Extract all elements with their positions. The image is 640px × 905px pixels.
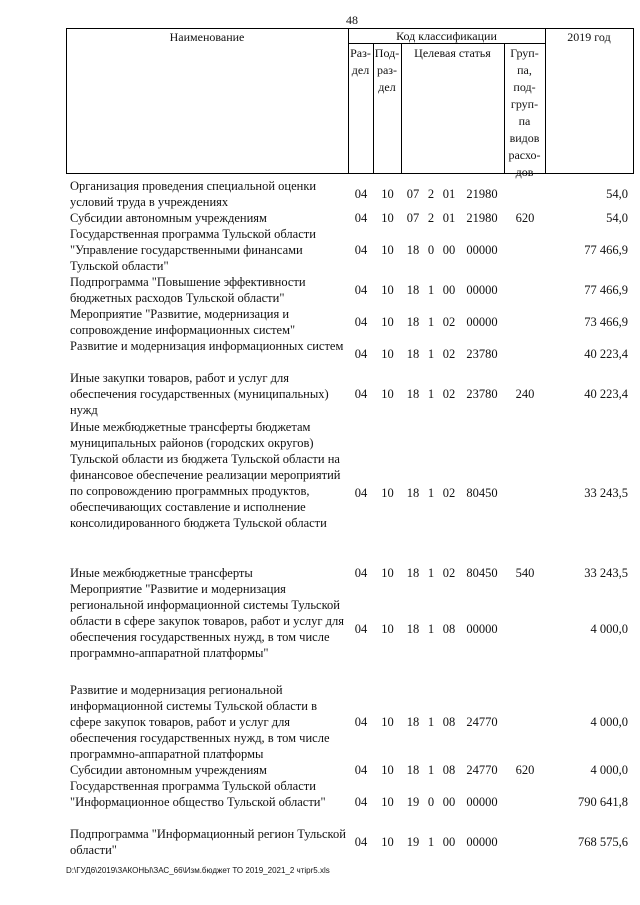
row-cs3: 00 [442, 835, 456, 849]
row-cs2: 1 [427, 315, 435, 329]
row-podrazdel: 10 [381, 566, 394, 580]
table-row [66, 778, 634, 810]
row-cs4: 00000 [466, 835, 498, 849]
row-cs4: 24770 [466, 715, 498, 729]
row-name: Иные закупки товаров, работ и услуг для обеспечения государственных (муниципальных) нужд [70, 371, 329, 417]
row-razdel: 04 [354, 486, 368, 500]
row-group: 620 [515, 211, 535, 225]
row-name: Мероприятие "Развитие и модернизация региональной информационной системы Тульской области в сфере закупок товаров, работ и услуг для обеспечения государственных нужд, в том числе программно-аппаратной платформы" [70, 582, 344, 660]
header-divider-podrazdel [401, 43, 402, 174]
table-row [66, 274, 634, 306]
row-amount: 54,0 [606, 187, 628, 201]
row-podrazdel: 10 [381, 835, 394, 849]
row-cs3: 02 [442, 347, 456, 361]
row-cs3: 02 [442, 486, 456, 500]
row-cs3: 00 [442, 283, 456, 297]
row-amount: 790 641,8 [578, 795, 628, 809]
table-row [66, 226, 634, 274]
row-name: Иные межбюджетные трансферты [70, 566, 253, 580]
row-cs1: 18 [406, 283, 420, 297]
row-cs2: 1 [427, 622, 435, 636]
row-cs1: 18 [406, 315, 420, 329]
row-name: Организация проведения специальной оценки условий труда в учреждениях [70, 179, 317, 209]
row-cs3: 02 [442, 315, 456, 329]
row-cs1: 18 [406, 243, 420, 257]
table-row [66, 762, 634, 778]
row-cs1: 18 [406, 566, 420, 580]
row-name: Развитие и модернизация информационных систем [70, 339, 344, 353]
row-podrazdel: 10 [381, 763, 394, 777]
header-code: Код классификации [396, 29, 497, 43]
row-razdel: 04 [354, 187, 368, 201]
row-cs4: 21980 [466, 211, 498, 225]
row-podrazdel: 10 [381, 243, 394, 257]
row-podrazdel: 10 [381, 387, 394, 401]
table-row [66, 581, 634, 661]
row-cs1: 19 [406, 835, 420, 849]
row-name: Субсидии автономным учреждениям [70, 211, 267, 225]
row-cs2: 0 [427, 243, 435, 257]
header-bottom-border [66, 173, 634, 174]
row-name: Развитие и модернизация региональной информационной системы Тульской области в сфере закупок товаров, работ и услуг для обеспечения государственных нужд, в том числе программно-аппаратной платформы [70, 683, 330, 761]
row-cs2: 1 [427, 715, 435, 729]
row-cs1: 07 [406, 187, 420, 201]
header-podrazdel: Под- раз- дел [374, 46, 400, 94]
row-cs3: 01 [442, 187, 456, 201]
row-razdel: 04 [354, 763, 368, 777]
row-amount: 4 000,0 [590, 715, 628, 729]
page-number: 48 [346, 13, 358, 27]
row-cs4: 00000 [466, 243, 498, 257]
row-cs2: 0 [427, 795, 435, 809]
row-podrazdel: 10 [381, 347, 394, 361]
row-cs1: 18 [406, 763, 420, 777]
row-name: Мероприятие "Развитие, модернизация и сопровождение информационных систем" [70, 307, 296, 337]
row-name: Субсидии автономным учреждениям [70, 763, 267, 777]
header-target: Целевая статья [414, 46, 491, 60]
row-podrazdel: 10 [381, 622, 394, 636]
row-cs4: 80450 [466, 486, 498, 500]
row-cs2: 2 [427, 187, 435, 201]
row-cs2: 1 [427, 486, 435, 500]
row-amount: 54,0 [606, 211, 628, 225]
table-row [66, 210, 634, 226]
row-name: Государственная программа Тульской области "Информационное общество Тульской области" [70, 779, 326, 809]
row-cs4: 24770 [466, 763, 498, 777]
table-row [66, 338, 634, 370]
row-group: 540 [515, 566, 535, 580]
row-razdel: 04 [354, 566, 368, 580]
row-cs1: 07 [406, 211, 420, 225]
row-cs4: 80450 [466, 566, 498, 580]
header-group: Груп- па, под- груп- па видов расхо- дов [508, 46, 541, 179]
row-razdel: 04 [354, 715, 368, 729]
row-podrazdel: 10 [381, 187, 394, 201]
row-podrazdel: 10 [381, 795, 394, 809]
row-cs4: 00000 [466, 283, 498, 297]
row-amount: 4 000,0 [590, 763, 628, 777]
row-cs3: 01 [442, 211, 456, 225]
row-podrazdel: 10 [381, 211, 394, 225]
row-cs3: 00 [442, 795, 456, 809]
table-row [66, 826, 634, 858]
footer-file-path: D:\ГУД6\2019\ЗАКОНЫ\ЗАС_66\Изм.бюджет ТО 2019_2021_2 чтіpr5.xls [66, 866, 330, 875]
table-row [66, 306, 634, 338]
row-cs1: 18 [406, 347, 420, 361]
row-cs3: 08 [442, 763, 456, 777]
header-year: 2019 год [567, 30, 611, 44]
row-podrazdel: 10 [381, 486, 394, 500]
row-podrazdel: 10 [381, 315, 394, 329]
row-cs4: 21980 [466, 187, 498, 201]
row-podrazdel: 10 [381, 283, 394, 297]
row-group: 620 [515, 763, 535, 777]
row-cs4: 00000 [466, 795, 498, 809]
row-razdel: 04 [354, 243, 368, 257]
table-row [66, 178, 634, 210]
row-razdel: 04 [354, 315, 368, 329]
row-cs4: 23780 [466, 347, 498, 361]
row-amount: 33 243,5 [584, 566, 628, 580]
row-amount: 73 466,9 [584, 315, 628, 329]
row-razdel: 04 [354, 795, 368, 809]
row-cs2: 1 [427, 763, 435, 777]
header-right-border [633, 28, 634, 174]
row-cs1: 19 [406, 795, 420, 809]
row-cs2: 2 [427, 211, 435, 225]
row-name: Подпрограмма "Информационный регион Тульской области" [70, 827, 346, 857]
row-cs1: 18 [406, 486, 420, 500]
row-razdel: 04 [354, 283, 368, 297]
row-amount: 4 000,0 [590, 622, 628, 636]
table-row [66, 565, 634, 581]
row-razdel: 04 [354, 387, 368, 401]
row-cs3: 02 [442, 566, 456, 580]
row-podrazdel: 10 [381, 715, 394, 729]
budget-table [66, 28, 634, 888]
row-razdel: 04 [354, 622, 368, 636]
row-cs3: 08 [442, 622, 456, 636]
row-cs3: 08 [442, 715, 456, 729]
row-cs2: 1 [427, 347, 435, 361]
row-amount: 33 243,5 [584, 486, 628, 500]
row-razdel: 04 [354, 835, 368, 849]
header-razdel: Раз- дел [350, 46, 371, 77]
row-group: 240 [515, 387, 535, 401]
row-cs4: 00000 [466, 315, 498, 329]
row-cs1: 18 [406, 622, 420, 636]
row-cs2: 1 [427, 283, 435, 297]
header-left-border [66, 28, 67, 174]
row-amount: 768 575,6 [578, 835, 628, 849]
header-divider-group [545, 28, 546, 174]
row-cs1: 18 [406, 387, 420, 401]
header-name: Наименование [169, 30, 245, 44]
row-razdel: 04 [354, 211, 368, 225]
row-amount: 40 223,4 [584, 347, 628, 361]
table-row [66, 682, 634, 762]
table-row [66, 370, 634, 418]
row-cs1: 18 [406, 715, 420, 729]
row-name: Государственная программа Тульской области "Управление государственными финансами Тульской области" [70, 227, 316, 273]
row-cs3: 02 [442, 387, 456, 401]
row-razdel: 04 [354, 347, 368, 361]
row-cs2: 1 [427, 835, 435, 849]
row-cs4: 00000 [466, 622, 498, 636]
row-cs2: 1 [427, 387, 435, 401]
row-amount: 77 466,9 [584, 243, 628, 257]
row-amount: 77 466,9 [584, 283, 628, 297]
row-cs3: 00 [442, 243, 456, 257]
row-cs4: 23780 [466, 387, 498, 401]
row-name: Иные межбюджетные трансферты бюджетам муниципальных районов (городских округов) Тульской области из бюджета Тульской области на финансовое обеспечение реализации мероприятий по сопровождению программных продуктов, обеспечивающих составление и исполнение консолидированного бюджета Тульской области [70, 420, 341, 530]
table-row [66, 419, 634, 563]
row-amount: 40 223,4 [584, 387, 628, 401]
row-name: Подпрограмма "Повышение эффективности бюджетных расходов Тульской области" [70, 275, 306, 305]
row-cs2: 1 [427, 566, 435, 580]
